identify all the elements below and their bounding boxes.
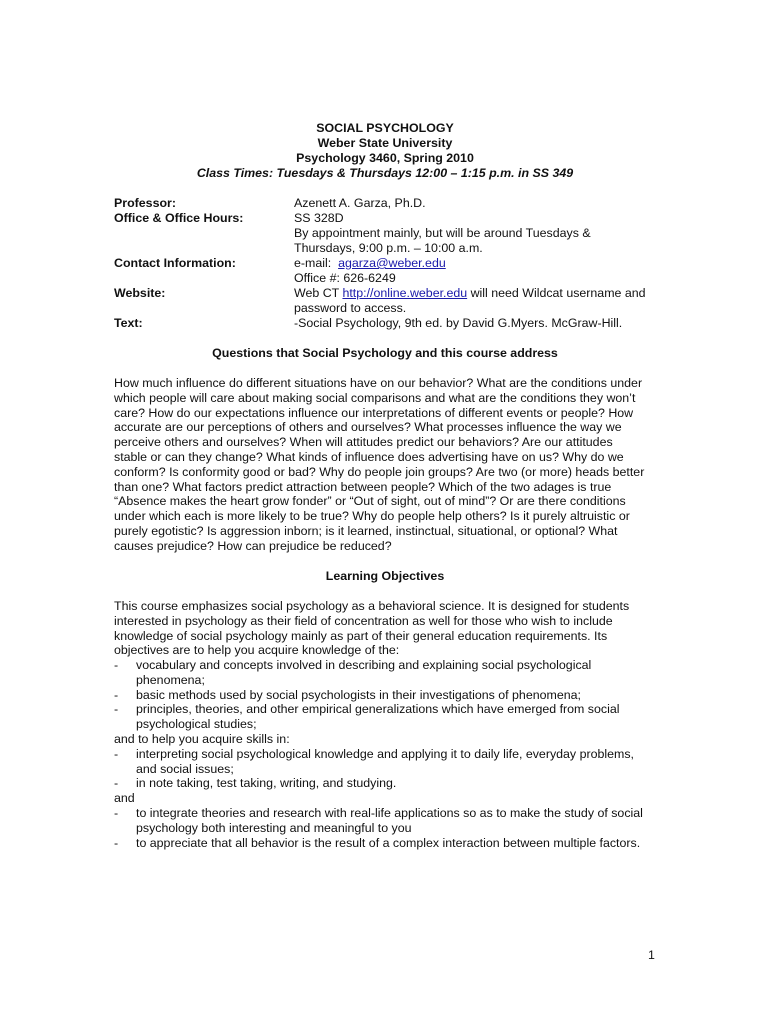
list-item-text: to appreciate that all behavior is the result of a complex interaction between multiple factors. [136,835,641,850]
contact-row [114,256,674,286]
website-label: Website: [114,286,166,300]
list-item-text: basic methods used by social psychologists in their investigations of phenomena; [136,687,581,702]
list-item-text: and social issues; [136,761,234,776]
paragraph-line: knowledge of social psychology mainly as part of their general education requirements. Its [114,628,608,643]
objectives-intro [114,599,659,658]
list-dash: - [114,702,119,717]
list-dash: - [114,746,119,761]
paragraph-line: causes prejudice? How can prejudice be reduced? [114,538,392,553]
university-name: Weber State University [317,136,453,150]
list-dash: - [114,776,119,791]
list-dash: - [114,835,119,850]
list-dash: - [114,805,119,820]
office-value [294,211,674,256]
paragraph-line: stable or can they change? What kinds of influence does advertising have on us? Why do we [114,449,624,464]
office-hours-line-1: By appointment mainly, but will be around Tuesdays & [294,226,591,240]
list-dash: - [114,658,119,672]
list-item-text: principles, theories, and other empirical generalizations which have emerged from social [136,702,620,717]
course-title: SOCIAL PSYCHOLOGY [316,121,454,135]
class-times: Class Times: Tuesdays & Thursdays 12:00 – 1:15 p.m. in SS 349 [196,166,574,180]
contact-value [294,256,674,286]
and-label: and [114,791,135,806]
list-item-text: to integrate theories and research with real-life applications so as to make the study of social [136,805,643,820]
text-label: Text: [114,316,143,330]
list-item-text: psychology both interesting and meaningful to you [136,820,412,835]
questions-paragraph [114,376,659,554]
office-label: Office & Office Hours: [114,211,244,225]
learning-objectives-heading: Learning Objectives [325,569,445,583]
paragraph-line: than one? What factors predict attraction between people? Which of the two adages is true [114,479,612,494]
list-item-text: phenomena; [136,672,205,687]
office-phone: Office #: 626-6249 [294,271,396,285]
page-number: 1 [648,948,655,962]
paragraph-line: This course emphasizes social psychology as a behavioral science. It is designed for students [114,599,630,613]
paragraph-line: interested in psychology as their field of concentration as well for those who wish to include [114,613,613,628]
paragraph-line: care? How do our expectations influence our interpretations of different events or people? How [114,405,634,420]
office-hours-line-2: Thursdays, 9:00 p.m. – 10:00 a.m. [294,241,483,255]
paragraph-line: “Absence makes the heart grow fonder” or “Out of sight, out of mind”? Or are there conditions [114,494,626,509]
paragraph-line: purely egotistic? Is aggression inborn; is it learned, instinctual, situational, or optional? What [114,523,618,538]
document-header [0,121,770,181]
course-info-table [114,196,674,331]
list-item [114,702,659,732]
office-room: SS 328D [294,211,344,225]
list-item-text: psychological studies; [136,717,257,732]
website-line-2: password to access. [294,301,407,315]
text-row [114,316,674,331]
email-link[interactable]: agarza@weber.edu [338,256,446,270]
website-row [114,286,674,316]
list-item [114,688,659,703]
list-item [114,776,659,791]
paragraph-line: which people will care about making social comparisons and what are the conditions they won’t [114,390,636,405]
professor-label: Professor: [114,196,176,210]
list-item [114,836,659,851]
questions-heading: Questions that Social Psychology and this course address [212,346,558,360]
list-item-text: in note taking, test taking, writing, and studying. [136,776,397,791]
website-line-1 [294,286,674,301]
list-item-text: interpreting social psychological knowledge and applying it to daily life, everyday problems, [136,746,634,761]
office-row [114,211,674,256]
website-link[interactable]: http://online.weber.edu [342,286,468,300]
paragraph-line: objectives are to help you acquire knowledge of the: [114,643,400,658]
contact-label: Contact Information: [114,256,236,270]
paragraph-line: conform? Is conformity good or bad? Why do people join groups? Are two (or more) heads better [114,464,645,479]
skills-intro: and to help you acquire skills in: [114,731,290,746]
list-item [114,806,659,836]
professor-value: Azenett A. Garza, Ph.D. [294,196,426,210]
website-value [294,286,674,316]
website-prefix: Web CT [294,286,339,300]
list-item [114,747,659,777]
website-suffix: will need Wildcat username and [470,286,646,300]
textbook-value: -Social Psychology, 9th ed. by David G.Myers. McGraw-Hill. [294,316,623,330]
email-prefix: e-mail: [294,256,332,270]
objectives-list [114,658,659,850]
professor-row [114,196,674,211]
paragraph-line: perceive others and ourselves? When will attitudes predict our behaviors? Are our attitudes [114,435,613,450]
list-dash: - [114,687,119,702]
course-code: Psychology 3460, Spring 2010 [296,151,474,165]
list-item-text: vocabulary and concepts involved in describing and explaining social psychological [136,658,592,672]
paragraph-line: How much influence do different situations have on our behavior? What are the conditions under [114,376,643,390]
list-item [114,658,659,688]
paragraph-line: accurate are our perceptions of others and ourselves? What processes influence the way we [114,420,622,435]
paragraph-line: under which each is more likely to be true? Why do people help others? Is it purely altruistic or [114,509,630,524]
email-line [294,256,674,271]
